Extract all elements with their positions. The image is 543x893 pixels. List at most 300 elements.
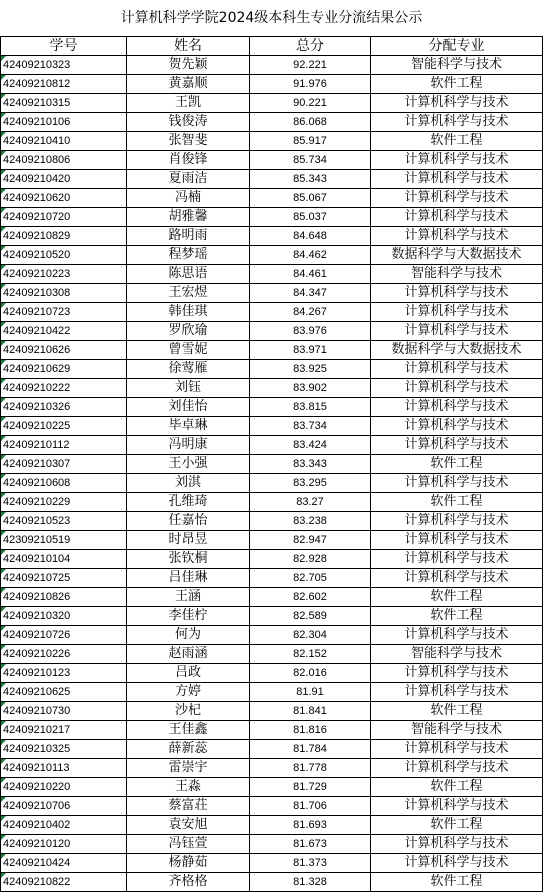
student-name-cell[interactable]: 刘淇 bbox=[127, 474, 250, 493]
table-row bbox=[1, 189, 543, 208]
student-id-cell[interactable] bbox=[1, 360, 127, 379]
total-score-cell[interactable]: 82.928 bbox=[250, 550, 371, 569]
student-id-cell[interactable] bbox=[1, 778, 127, 797]
student-name-cell[interactable]: 毕卓琳 bbox=[127, 417, 250, 436]
student-id-cell[interactable] bbox=[1, 759, 127, 778]
student-id: 42409210106 bbox=[3, 116, 71, 128]
student-name-cell[interactable]: 张智斐 bbox=[127, 132, 250, 151]
assigned-major-cell[interactable]: 计算机科学与技术 bbox=[371, 569, 543, 588]
student-id: 42409210113 bbox=[3, 762, 70, 774]
total-score-cell[interactable]: 82.589 bbox=[250, 607, 371, 626]
total-score-cell[interactable]: 92.221 bbox=[250, 56, 371, 75]
text-number-warning-icon bbox=[1, 265, 6, 270]
student-id: 42309210519 bbox=[3, 534, 71, 546]
text-number-warning-icon bbox=[1, 835, 6, 840]
student-name-cell[interactable]: 雷崇宇 bbox=[127, 759, 250, 778]
table-row bbox=[1, 436, 543, 455]
student-id: 42409210822 bbox=[3, 876, 71, 888]
table-row bbox=[1, 721, 543, 740]
assigned-major-cell[interactable]: 计算机科学与技术 bbox=[371, 740, 543, 759]
assigned-major-cell[interactable]: 智能科学与技术 bbox=[371, 56, 543, 75]
student-id-cell[interactable] bbox=[1, 284, 127, 303]
text-number-warning-icon bbox=[1, 436, 6, 441]
student-id: 42409210123 bbox=[3, 667, 71, 679]
student-id: 42409210706 bbox=[3, 800, 71, 812]
table-row bbox=[1, 417, 543, 436]
assigned-major-cell[interactable]: 计算机科学与技术 bbox=[371, 398, 543, 417]
assigned-major-cell[interactable]: 智能科学与技术 bbox=[371, 721, 543, 740]
student-name-cell[interactable]: 王淼 bbox=[127, 778, 250, 797]
text-number-warning-icon bbox=[1, 132, 6, 137]
text-number-warning-icon bbox=[1, 227, 6, 232]
student-id-cell[interactable] bbox=[1, 56, 127, 75]
assigned-major-cell[interactable]: 计算机科学与技术 bbox=[371, 208, 543, 227]
student-id: 42409210608 bbox=[3, 477, 71, 489]
total-score-cell[interactable]: 81.841 bbox=[250, 702, 371, 721]
student-id: 42409210326 bbox=[3, 401, 71, 413]
total-score-cell[interactable]: 85.067 bbox=[250, 189, 371, 208]
student-id: 42409210225 bbox=[3, 420, 71, 432]
text-number-warning-icon bbox=[1, 455, 6, 460]
student-id-cell[interactable] bbox=[1, 702, 127, 721]
student-id: 42409210826 bbox=[3, 591, 71, 603]
text-number-warning-icon bbox=[1, 588, 6, 593]
assigned-major-cell[interactable]: 数据科学与大数据技术 bbox=[371, 246, 543, 265]
text-number-warning-icon bbox=[1, 493, 6, 498]
student-id-cell[interactable] bbox=[1, 94, 127, 113]
student-name-cell[interactable]: 李佳柠 bbox=[127, 607, 250, 626]
table-row bbox=[1, 550, 543, 569]
student-id-cell[interactable] bbox=[1, 170, 127, 189]
assigned-major-cell[interactable]: 计算机科学与技术 bbox=[371, 360, 543, 379]
student-name-cell[interactable]: 吕政 bbox=[127, 664, 250, 683]
total-score-cell[interactable]: 81.673 bbox=[250, 835, 371, 854]
student-id-cell[interactable] bbox=[1, 664, 127, 683]
student-id-cell[interactable] bbox=[1, 113, 127, 132]
table-body bbox=[1, 56, 543, 892]
assigned-major-cell[interactable]: 计算机科学与技术 bbox=[371, 94, 543, 113]
total-score-cell[interactable]: 84.267 bbox=[250, 303, 371, 322]
student-id-cell[interactable] bbox=[1, 398, 127, 417]
total-score-cell[interactable]: 83.734 bbox=[250, 417, 371, 436]
student-id: 42409210626 bbox=[3, 344, 71, 356]
student-id: 42409210520 bbox=[3, 249, 71, 261]
student-id-cell[interactable] bbox=[1, 816, 127, 835]
text-number-warning-icon bbox=[1, 626, 6, 631]
student-id: 42409210120 bbox=[3, 838, 71, 850]
table-row bbox=[1, 113, 543, 132]
student-id-cell[interactable] bbox=[1, 132, 127, 151]
total-score-cell[interactable]: 91.976 bbox=[250, 75, 371, 94]
assigned-major-cell[interactable]: 计算机科学与技术 bbox=[371, 854, 543, 873]
student-id: 42409210812 bbox=[3, 78, 71, 90]
total-score-cell[interactable]: 82.602 bbox=[250, 588, 371, 607]
assigned-major-cell[interactable]: 计算机科学与技术 bbox=[371, 512, 543, 531]
table-row bbox=[1, 797, 543, 816]
student-name-cell[interactable]: 夏雨洁 bbox=[127, 170, 250, 189]
table-row bbox=[1, 759, 543, 778]
text-number-warning-icon bbox=[1, 816, 6, 821]
student-name-cell[interactable]: 王宏煜 bbox=[127, 284, 250, 303]
student-name-cell[interactable]: 王凯 bbox=[127, 94, 250, 113]
student-id-cell[interactable] bbox=[1, 341, 127, 360]
total-score-cell[interactable]: 85.037 bbox=[250, 208, 371, 227]
text-number-warning-icon bbox=[1, 721, 6, 726]
student-name-cell[interactable]: 冯楠 bbox=[127, 189, 250, 208]
table-row bbox=[1, 512, 543, 531]
table-row bbox=[1, 208, 543, 227]
student-name-cell[interactable]: 王小强 bbox=[127, 455, 250, 474]
total-score-cell[interactable]: 82.016 bbox=[250, 664, 371, 683]
table-row bbox=[1, 854, 543, 873]
student-name-cell[interactable]: 刘钰 bbox=[127, 379, 250, 398]
student-name-cell[interactable]: 杨静茹 bbox=[127, 854, 250, 873]
student-id: 42409210222 bbox=[3, 382, 71, 394]
assigned-major-cell[interactable]: 计算机科学与技术 bbox=[371, 189, 543, 208]
assigned-major-cell[interactable]: 软件工程 bbox=[371, 75, 543, 94]
student-id-cell[interactable] bbox=[1, 151, 127, 170]
student-id-cell[interactable] bbox=[1, 588, 127, 607]
table-row bbox=[1, 170, 543, 189]
total-score-cell[interactable]: 90.221 bbox=[250, 94, 371, 113]
total-score-cell[interactable]: 83.902 bbox=[250, 379, 371, 398]
student-id-cell[interactable] bbox=[1, 189, 127, 208]
student-id-cell[interactable] bbox=[1, 474, 127, 493]
total-score-cell[interactable]: 82.152 bbox=[250, 645, 371, 664]
student-id: 42409210320 bbox=[3, 610, 71, 622]
total-score-cell[interactable]: 81.328 bbox=[250, 873, 371, 892]
text-number-warning-icon bbox=[1, 360, 6, 365]
student-name-cell[interactable]: 王涵 bbox=[127, 588, 250, 607]
text-number-warning-icon bbox=[1, 778, 6, 783]
text-number-warning-icon bbox=[1, 550, 6, 555]
text-number-warning-icon bbox=[1, 512, 6, 517]
text-number-warning-icon bbox=[1, 702, 6, 707]
header-name[interactable]: 姓名 bbox=[127, 37, 250, 56]
student-id: 42409210402 bbox=[3, 819, 71, 831]
student-name-cell[interactable]: 时昂昱 bbox=[127, 531, 250, 550]
assigned-major-cell[interactable]: 软件工程 bbox=[371, 493, 543, 512]
text-number-warning-icon bbox=[1, 151, 6, 156]
assigned-major-cell[interactable]: 计算机科学与技术 bbox=[371, 759, 543, 778]
table-row bbox=[1, 607, 543, 626]
text-number-warning-icon bbox=[1, 683, 6, 688]
total-score-cell[interactable]: 81.693 bbox=[250, 816, 371, 835]
total-score-cell[interactable]: 83.295 bbox=[250, 474, 371, 493]
table-row bbox=[1, 94, 543, 113]
total-score-cell[interactable]: 82.705 bbox=[250, 569, 371, 588]
text-number-warning-icon bbox=[1, 113, 6, 118]
assigned-major-cell[interactable]: 软件工程 bbox=[371, 816, 543, 835]
assigned-major-cell[interactable]: 计算机科学与技术 bbox=[371, 683, 543, 702]
total-score-cell[interactable]: 81.706 bbox=[250, 797, 371, 816]
student-id-cell[interactable] bbox=[1, 208, 127, 227]
student-name-cell[interactable]: 张钦桐 bbox=[127, 550, 250, 569]
total-score-cell[interactable]: 81.91 bbox=[250, 683, 371, 702]
total-score-cell[interactable]: 83.424 bbox=[250, 436, 371, 455]
assigned-major-cell[interactable]: 智能科学与技术 bbox=[371, 265, 543, 284]
table-row bbox=[1, 284, 543, 303]
student-name-cell[interactable]: 胡雅馨 bbox=[127, 208, 250, 227]
student-id: 42409210625 bbox=[3, 686, 71, 698]
student-id-cell[interactable] bbox=[1, 75, 127, 94]
text-number-warning-icon bbox=[1, 569, 6, 574]
text-number-warning-icon bbox=[1, 75, 6, 80]
header-assigned-major[interactable]: 分配专业 bbox=[371, 37, 543, 56]
student-name-cell[interactable]: 王佳鑫 bbox=[127, 721, 250, 740]
table-row bbox=[1, 341, 543, 360]
student-name-cell[interactable]: 何为 bbox=[127, 626, 250, 645]
student-id-cell[interactable] bbox=[1, 835, 127, 854]
assigned-major-cell[interactable]: 计算机科学与技术 bbox=[371, 227, 543, 246]
assigned-major-cell[interactable]: 数据科学与大数据技术 bbox=[371, 341, 543, 360]
assigned-major-cell[interactable]: 软件工程 bbox=[371, 607, 543, 626]
text-number-warning-icon bbox=[1, 740, 6, 745]
student-id: 42409210806 bbox=[3, 154, 71, 166]
table-row bbox=[1, 455, 543, 474]
total-score-cell[interactable]: 83.815 bbox=[250, 398, 371, 417]
assigned-major-cell[interactable]: 智能科学与技术 bbox=[371, 645, 543, 664]
total-score-cell[interactable]: 81.784 bbox=[250, 740, 371, 759]
table-row bbox=[1, 778, 543, 797]
student-id-cell[interactable] bbox=[1, 265, 127, 284]
total-score-cell[interactable]: 83.27 bbox=[250, 493, 371, 512]
student-id: 42409210410 bbox=[3, 135, 71, 147]
student-id-cell[interactable] bbox=[1, 303, 127, 322]
student-id: 42409210725 bbox=[3, 572, 71, 584]
student-id: 42409210229 bbox=[3, 496, 71, 508]
table-row bbox=[1, 683, 543, 702]
text-number-warning-icon bbox=[1, 873, 6, 878]
student-id: 42409210307 bbox=[3, 458, 71, 470]
table-row bbox=[1, 873, 543, 892]
student-id-cell[interactable] bbox=[1, 531, 127, 550]
text-number-warning-icon bbox=[1, 189, 6, 194]
assigned-major-cell[interactable]: 计算机科学与技术 bbox=[371, 284, 543, 303]
assigned-major-cell[interactable]: 计算机科学与技术 bbox=[371, 835, 543, 854]
table-row bbox=[1, 474, 543, 493]
student-name-cell[interactable]: 罗欣瑜 bbox=[127, 322, 250, 341]
student-id: 42409210420 bbox=[3, 173, 71, 185]
student-name-cell[interactable]: 冯钰萱 bbox=[127, 835, 250, 854]
student-id-cell[interactable] bbox=[1, 740, 127, 759]
text-number-warning-icon bbox=[1, 398, 6, 403]
student-id-cell[interactable] bbox=[1, 683, 127, 702]
assigned-major-cell[interactable]: 计算机科学与技术 bbox=[371, 797, 543, 816]
text-number-warning-icon bbox=[1, 797, 6, 802]
student-id-cell[interactable] bbox=[1, 417, 127, 436]
student-id-cell[interactable] bbox=[1, 550, 127, 569]
student-id-cell[interactable] bbox=[1, 322, 127, 341]
student-name-cell[interactable]: 袁安旭 bbox=[127, 816, 250, 835]
student-id: 42409210723 bbox=[3, 306, 71, 318]
student-id: 42409210422 bbox=[3, 325, 71, 337]
total-score-cell[interactable]: 83.343 bbox=[250, 455, 371, 474]
total-score-cell[interactable]: 84.461 bbox=[250, 265, 371, 284]
text-number-warning-icon bbox=[1, 246, 6, 251]
assigned-major-cell[interactable]: 计算机科学与技术 bbox=[371, 379, 543, 398]
student-id-cell[interactable] bbox=[1, 645, 127, 664]
student-id-cell[interactable] bbox=[1, 493, 127, 512]
table-row bbox=[1, 816, 543, 835]
student-name-cell[interactable]: 吕佳琳 bbox=[127, 569, 250, 588]
assigned-major-cell[interactable]: 软件工程 bbox=[371, 132, 543, 151]
student-id-cell[interactable] bbox=[1, 379, 127, 398]
student-name-cell[interactable]: 黄嘉顺 bbox=[127, 75, 250, 94]
table-row bbox=[1, 379, 543, 398]
total-score-cell[interactable]: 84.462 bbox=[250, 246, 371, 265]
table-row bbox=[1, 132, 543, 151]
student-name-cell[interactable]: 任嘉怡 bbox=[127, 512, 250, 531]
total-score-cell[interactable]: 81.778 bbox=[250, 759, 371, 778]
student-id-cell[interactable] bbox=[1, 436, 127, 455]
table-row bbox=[1, 75, 543, 94]
total-score-cell[interactable]: 85.343 bbox=[250, 170, 371, 189]
table-row bbox=[1, 664, 543, 683]
assigned-major-cell[interactable]: 软件工程 bbox=[371, 778, 543, 797]
text-number-warning-icon bbox=[1, 664, 6, 669]
table-row bbox=[1, 569, 543, 588]
total-score-cell[interactable]: 83.971 bbox=[250, 341, 371, 360]
student-id: 42409210620 bbox=[3, 192, 71, 204]
table-row bbox=[1, 645, 543, 664]
student-id-cell[interactable] bbox=[1, 455, 127, 474]
student-name-cell[interactable]: 贺先颖 bbox=[127, 56, 250, 75]
student-name-cell[interactable]: 肖俊锋 bbox=[127, 151, 250, 170]
total-score-cell[interactable]: 84.347 bbox=[250, 284, 371, 303]
text-number-warning-icon bbox=[1, 645, 6, 650]
student-id-cell[interactable] bbox=[1, 607, 127, 626]
student-name-cell[interactable]: 钱俊涛 bbox=[127, 113, 250, 132]
table-row bbox=[1, 588, 543, 607]
text-number-warning-icon bbox=[1, 322, 6, 327]
assigned-major-cell[interactable]: 计算机科学与技术 bbox=[371, 474, 543, 493]
student-id-cell[interactable] bbox=[1, 873, 127, 892]
student-id: 42409210720 bbox=[3, 211, 71, 223]
text-number-warning-icon bbox=[1, 94, 6, 99]
total-score-cell[interactable]: 81.729 bbox=[250, 778, 371, 797]
student-id: 42409210323 bbox=[3, 59, 71, 71]
table-row bbox=[1, 322, 543, 341]
assigned-major-cell[interactable]: 软件工程 bbox=[371, 702, 543, 721]
student-id: 42409210104 bbox=[3, 553, 71, 565]
student-id: 42409210325 bbox=[3, 743, 71, 755]
assigned-major-cell[interactable]: 计算机科学与技术 bbox=[371, 550, 543, 569]
text-number-warning-icon bbox=[1, 531, 6, 536]
header-student-id[interactable]: 学号 bbox=[1, 37, 127, 56]
table-row bbox=[1, 360, 543, 379]
student-name-cell[interactable]: 程梦瑶 bbox=[127, 246, 250, 265]
total-score-cell[interactable]: 81.373 bbox=[250, 854, 371, 873]
total-score-cell[interactable]: 82.947 bbox=[250, 531, 371, 550]
student-name-cell[interactable]: 曾雪妮 bbox=[127, 341, 250, 360]
text-number-warning-icon bbox=[1, 208, 6, 213]
total-score-cell[interactable]: 82.304 bbox=[250, 626, 371, 645]
total-score-cell[interactable]: 85.917 bbox=[250, 132, 371, 151]
table-row bbox=[1, 835, 543, 854]
student-id-cell[interactable] bbox=[1, 721, 127, 740]
text-number-warning-icon bbox=[1, 417, 6, 422]
student-name-cell[interactable]: 路明雨 bbox=[127, 227, 250, 246]
assigned-major-cell[interactable]: 计算机科学与技术 bbox=[371, 436, 543, 455]
table-row bbox=[1, 56, 543, 75]
table-row bbox=[1, 151, 543, 170]
assigned-major-cell[interactable]: 计算机科学与技术 bbox=[371, 322, 543, 341]
assigned-major-cell[interactable]: 软件工程 bbox=[371, 455, 543, 474]
text-number-warning-icon bbox=[1, 303, 6, 308]
student-id-cell[interactable] bbox=[1, 246, 127, 265]
student-id-cell[interactable] bbox=[1, 854, 127, 873]
table-row bbox=[1, 493, 543, 512]
student-id: 42409210226 bbox=[3, 648, 71, 660]
student-id-cell[interactable] bbox=[1, 626, 127, 645]
total-score-cell[interactable]: 84.648 bbox=[250, 227, 371, 246]
student-name-cell[interactable]: 赵雨涵 bbox=[127, 645, 250, 664]
student-id: 42409210315 bbox=[3, 97, 71, 109]
student-id: 42409210829 bbox=[3, 230, 71, 242]
table-row bbox=[1, 531, 543, 550]
assigned-major-cell[interactable]: 计算机科学与技术 bbox=[371, 626, 543, 645]
student-id: 42409210308 bbox=[3, 287, 71, 299]
assigned-major-cell[interactable]: 计算机科学与技术 bbox=[371, 531, 543, 550]
student-id: 42409210726 bbox=[3, 629, 71, 641]
total-score-cell[interactable]: 85.734 bbox=[250, 151, 371, 170]
student-id: 42409210629 bbox=[3, 363, 71, 375]
student-name-cell[interactable]: 冯明康 bbox=[127, 436, 250, 455]
total-score-cell[interactable]: 83.976 bbox=[250, 322, 371, 341]
assigned-major-cell[interactable]: 计算机科学与技术 bbox=[371, 170, 543, 189]
student-id-cell[interactable] bbox=[1, 797, 127, 816]
assigned-major-cell[interactable]: 计算机科学与技术 bbox=[371, 303, 543, 322]
student-id-cell[interactable] bbox=[1, 569, 127, 588]
total-score-cell[interactable]: 83.238 bbox=[250, 512, 371, 531]
student-name-cell[interactable]: 方婷 bbox=[127, 683, 250, 702]
assigned-major-cell[interactable]: 软件工程 bbox=[371, 588, 543, 607]
text-number-warning-icon bbox=[1, 759, 6, 764]
table-row bbox=[1, 702, 543, 721]
table-row bbox=[1, 265, 543, 284]
student-name-cell[interactable]: 薛新蕊 bbox=[127, 740, 250, 759]
student-id: 42409210112 bbox=[3, 439, 70, 451]
table-row bbox=[1, 227, 543, 246]
student-name-cell[interactable]: 陈思语 bbox=[127, 265, 250, 284]
text-number-warning-icon bbox=[1, 341, 6, 346]
student-name-cell[interactable]: 沙杞 bbox=[127, 702, 250, 721]
text-number-warning-icon bbox=[1, 56, 6, 61]
text-number-warning-icon bbox=[1, 474, 6, 479]
student-name-cell[interactable]: 孔维琦 bbox=[127, 493, 250, 512]
assigned-major-cell[interactable]: 软件工程 bbox=[371, 873, 543, 892]
student-name-cell[interactable]: 齐格格 bbox=[127, 873, 250, 892]
assigned-major-cell[interactable]: 计算机科学与技术 bbox=[371, 113, 543, 132]
assigned-major-cell[interactable]: 计算机科学与技术 bbox=[371, 151, 543, 170]
header-total-score[interactable]: 总分 bbox=[250, 37, 371, 56]
student-id-cell[interactable] bbox=[1, 512, 127, 531]
assigned-major-cell[interactable]: 计算机科学与技术 bbox=[371, 417, 543, 436]
table-row bbox=[1, 246, 543, 265]
student-id-cell[interactable] bbox=[1, 227, 127, 246]
total-score-cell[interactable]: 86.068 bbox=[250, 113, 371, 132]
student-name-cell[interactable]: 韩佳琪 bbox=[127, 303, 250, 322]
student-name-cell[interactable]: 蔡富荘 bbox=[127, 797, 250, 816]
assigned-major-cell[interactable]: 计算机科学与技术 bbox=[371, 664, 543, 683]
total-score-cell[interactable]: 83.925 bbox=[250, 360, 371, 379]
total-score-cell[interactable]: 81.816 bbox=[250, 721, 371, 740]
student-name-cell[interactable]: 刘佳怡 bbox=[127, 398, 250, 417]
header-row bbox=[1, 37, 543, 56]
student-name-cell[interactable]: 徐莺雁 bbox=[127, 360, 250, 379]
results-table bbox=[0, 36, 543, 892]
